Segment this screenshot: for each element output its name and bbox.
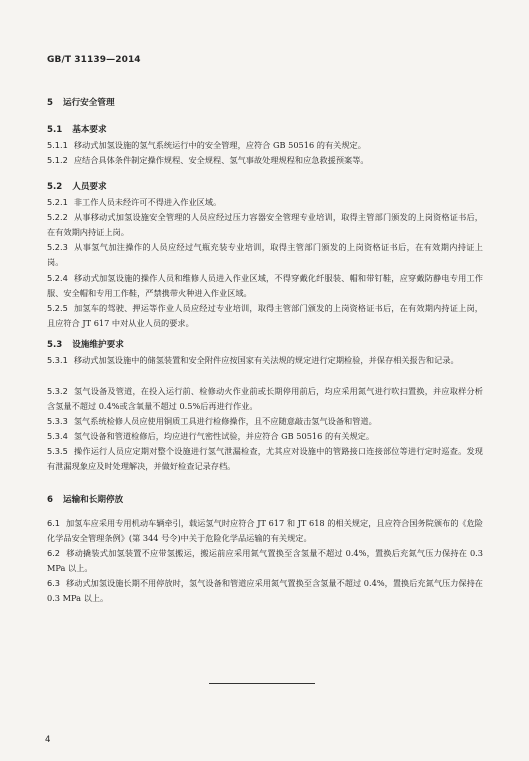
subsection-heading-5-1	[47, 123, 107, 135]
clause-text: 加氢车的驾驶、押运等作业人员应经过专业培训，取得主管部门颁发的上岗资格证书后，在有效期内持证上岗，且应符合 JT 617 中对从业人员的要求。	[47, 303, 483, 329]
clause-text: 氢气设备和管道检修后，均应进行气密性试验，并应符合 GB 50516 的有关规定。	[73, 431, 375, 441]
clause-5-3-5	[47, 444, 483, 474]
clause-5-2-2	[47, 210, 483, 240]
clause-text: 应结合具体条件制定操作规程、安全规程、氢气事故处理规程和应急救援预案等。	[73, 155, 369, 165]
section-number: 5.3	[47, 340, 63, 350]
subsection-heading-5-3	[47, 338, 124, 350]
clause-number: 5.2.2	[47, 212, 68, 222]
clause-text: 操作运行人员应定期对整个设施进行氢气泄漏检查，尤其应对设施中的管路接口连接部位等进行定时巡查。发现有泄漏现象应及时处理解决，并做好检查记录存档。	[47, 446, 483, 472]
clause-5-3-3	[47, 414, 483, 429]
clause-text: 氢气系统检修人员应使用铜质工具进行检修操作，且不应随意敲击氢气设备和管道。	[73, 416, 377, 426]
clause-number: 5.1.1	[47, 140, 68, 150]
clause-5-3-1	[47, 353, 483, 368]
clause-number: 6.2	[47, 548, 61, 558]
clause-5-2-5	[47, 301, 483, 331]
clause-6-3	[47, 576, 483, 606]
clause-5-1-2	[47, 153, 483, 168]
clause-number: 5.3.1	[47, 355, 68, 365]
section-heading-6	[47, 493, 123, 505]
clause-number: 5.1.2	[47, 155, 68, 165]
section-title: 运输和长期停放	[62, 495, 124, 505]
clause-6-2	[47, 546, 483, 576]
clause-text: 移动式加氢设施长期不用停放时，氢气设备和管道应采用氮气置换至含氢量不超过 0.4%，置换后充氮气压力保持在 0.3 MPa 以上。	[47, 578, 483, 604]
section-title: 基本要求	[72, 125, 107, 135]
clause-5-1-1	[47, 138, 483, 153]
clause-5-2-1	[47, 195, 483, 210]
clause-text: 加氢车应采用专用机动车辆牵引，载运氢气时应符合 JT 617 和 JT 618 的相关规定，且应符合国务院颁布的《危险化学品安全管理条例》(第 344 号令)中关于危险化学品运输的有关规定。	[47, 518, 483, 544]
section-title: 人员要求	[72, 182, 107, 192]
section-number: 6	[47, 495, 53, 505]
clause-text: 从事氢气加注操作的人员应经过气瓶充装专业培训，取得主管部门颁发的上岗资格证书后，在有效期内持证上岗。	[47, 242, 483, 268]
standard-number: GB/T 31139—2014	[47, 55, 141, 65]
clause-number: 5.2.4	[47, 273, 68, 283]
section-number: 5	[47, 98, 53, 108]
subsection-heading-5-2	[47, 180, 107, 192]
clause-number: 6.1	[47, 518, 61, 528]
clause-text: 氢气设备及管道，在投入运行前、检修动火作业前或长期停用前后，均应采用氮气进行吹扫置换，并应取样分析含氢量不超过 0.4%或含氧量不超过 0.5%后再进行作业。	[47, 386, 483, 412]
clause-number: 6.3	[47, 578, 61, 588]
section-heading-5	[47, 96, 115, 108]
clause-6-1	[47, 516, 483, 546]
clause-5-2-4	[47, 271, 483, 301]
clause-number: 5.3.2	[47, 386, 68, 396]
clause-number: 5.2.1	[47, 197, 68, 207]
section-number: 5.1	[47, 125, 63, 135]
clause-text: 移动撬装式加氢装置不应带氢搬运，搬运前应采用氮气置换至含氢量不超过 0.4%，置换后充氮气压力保持在 0.3 MPa 以上。	[47, 548, 483, 574]
section-title: 运行安全管理	[62, 98, 115, 108]
clause-number: 5.3.4	[47, 431, 68, 441]
clause-5-2-3	[47, 240, 483, 270]
clause-number: 5.2.3	[47, 242, 68, 252]
clause-text: 移动式加氢设施的氢气系统运行中的安全管理，应符合 GB 50516 的有关规定。	[73, 140, 366, 150]
section-title: 设施维护要求	[72, 340, 124, 350]
clause-number: 5.2.5	[47, 303, 68, 313]
clause-text: 移动式加氢设施中的储氢装置和安全附件应按国家有关法规的规定进行定期检验，并保存相关报告和记录。	[73, 355, 459, 365]
section-number: 5.2	[47, 182, 63, 192]
clause-text: 非工作人员未经许可不得进入作业区域。	[73, 197, 222, 207]
clause-number: 5.3.5	[47, 446, 68, 456]
clause-5-3-2	[47, 384, 483, 414]
clause-text: 从事移动式加氢设施安全管理的人员应经过压力容器安全管理专业培训，取得主管部门颁发的上岗资格证书后，在有效期内持证上岗。	[47, 212, 483, 238]
end-rule	[209, 683, 315, 684]
page-number: 4	[45, 735, 51, 745]
clause-text: 移动式加氢设施的操作人员和维修人员进入作业区域，不得穿戴化纤服装、帽和带钉鞋，应穿戴防静电专用工作服、安全帽和专用工作鞋，严禁携带火种进入作业区域。	[47, 273, 483, 299]
clause-5-3-4	[47, 429, 483, 444]
clause-number: 5.3.3	[47, 416, 68, 426]
